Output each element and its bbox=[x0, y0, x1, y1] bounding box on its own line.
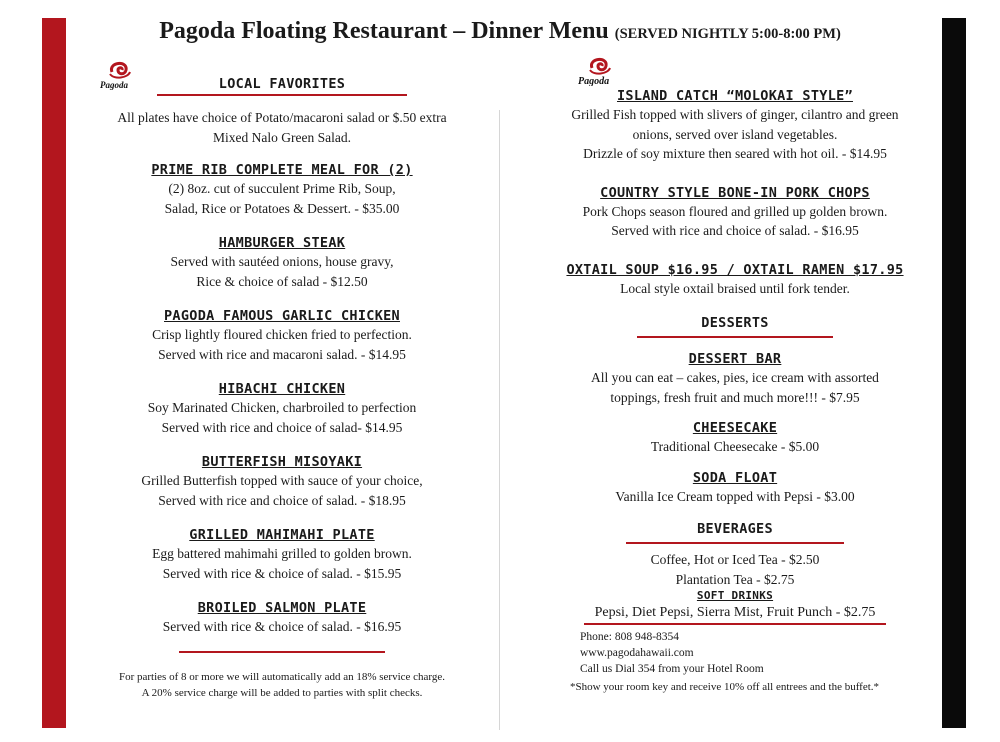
menu-item-name: GRILLED MAHIMAHI PLATE bbox=[189, 527, 375, 543]
menu-item-desc: Served with rice and choice of salad. - $18.95 bbox=[158, 492, 406, 508]
svg-text:Pagoda: Pagoda bbox=[100, 80, 128, 90]
contact-website: www.pagodahawaii.com bbox=[580, 646, 694, 659]
dessert-item-name: SODA FLOAT bbox=[692, 469, 778, 486]
footer-note: For parties of 8 or more we will automatically add an 18% service charge. bbox=[118, 670, 446, 683]
menu-item-name: PRIME RIB COMPLETE MEAL FOR (2) bbox=[151, 162, 413, 178]
contact-phone: Phone: 808 948-8354 bbox=[580, 630, 680, 643]
section-title-local-favorites: LOCAL FAVORITES bbox=[218, 76, 346, 92]
dessert-item-desc: toppings, fresh fruit and much more!!! - $7.95 bbox=[610, 389, 860, 405]
left-red-border bbox=[42, 18, 66, 728]
menu-item-name: BROILED SALMON PLATE bbox=[197, 600, 367, 616]
beverage-item: Coffee, Hot or Iced Tea - $2.50 bbox=[650, 552, 820, 567]
menu-item-desc: Served with rice and choice of salad. - $16.95 bbox=[611, 223, 859, 238]
beverage-item: Plantation Tea - $2.75 bbox=[675, 571, 795, 587]
room-key-footnote: *Show your room key and receive 10% off all entrees and the buffet.* bbox=[570, 680, 880, 693]
menu-item-desc: Salad, Rice or Potatoes & Dessert. - $35.00 bbox=[164, 200, 400, 216]
right-black-border bbox=[942, 18, 966, 728]
right-column bbox=[540, 60, 930, 695]
menu-item-desc: Rice & choice of salad - $12.50 bbox=[196, 273, 368, 289]
menu-item-name: HAMBURGER STEAK bbox=[218, 235, 346, 251]
menu-item-desc: (2) 8oz. cut of succulent Prime Rib, Soup, bbox=[168, 181, 396, 196]
menu-item-desc: onions, served over island vegetables. bbox=[632, 126, 838, 142]
contact-block bbox=[540, 629, 930, 677]
page-title bbox=[0, 18, 1000, 45]
intro-line: All plates have choice of Potato/macaroni salad or $.50 extra bbox=[117, 110, 447, 125]
menu-item-name: HIBACHI CHICKEN bbox=[218, 381, 346, 397]
soft-drinks-title: SOFT DRINKS bbox=[696, 589, 774, 602]
menu-item-desc: Local style oxtail braised until fork tender. bbox=[620, 280, 850, 296]
menu-item-name: ISLAND CATCH “MOLOKAI STYLE” bbox=[617, 88, 853, 104]
menu-item-desc: Grilled Fish topped with slivers of ginger, cilantro and green bbox=[571, 107, 899, 122]
section-title-beverages: BEVERAGES bbox=[697, 521, 773, 537]
section-title-desserts: DESSERTS bbox=[701, 315, 769, 331]
dessert-item-name: DESSERT BAR bbox=[688, 351, 782, 367]
dessert-item-desc: Vanilla Ice Cream topped with Pepsi - $3.00 bbox=[615, 488, 855, 504]
menu-item-desc: Soy Marinated Chicken, charbroiled to perfection bbox=[147, 400, 417, 415]
soft-drinks-list: Pepsi, Diet Pepsi, Sierra Mist, Fruit Punch - $2.75 bbox=[594, 605, 876, 620]
menu-item-desc: Drizzle of soy mixture then seared with hot oil. - $14.95 bbox=[583, 146, 887, 161]
menu-item-desc: Served with rice & choice of salad. - $16.95 bbox=[162, 619, 402, 634]
svg-text:Pagoda: Pagoda bbox=[578, 76, 610, 86]
menu-item-name: BUTTERFISH MISOYAKI bbox=[201, 454, 363, 470]
menu-item-desc: Crisp lightly floured chicken fried to perfection. bbox=[152, 327, 412, 342]
left-column bbox=[92, 60, 472, 701]
menu-item-name: COUNTRY STYLE BONE-IN PORK CHOPS bbox=[600, 184, 870, 201]
menu-item-desc: Pork Chops season floured and grilled up golden brown. bbox=[582, 203, 888, 219]
menu-item-desc: Egg battered mahimahi grilled to golden brown. bbox=[152, 546, 412, 561]
menu-item-name: PAGODA FAMOUS GARLIC CHICKEN bbox=[164, 308, 400, 324]
footer-note: A 20% service charge will be added to parties with split checks. bbox=[141, 686, 423, 699]
menu-item-desc: Grilled Butterfish topped with sauce of your choice, bbox=[141, 473, 423, 488]
dessert-item-name: CHEESECAKE bbox=[692, 420, 778, 436]
dessert-item-desc: Traditional Cheesecake - $5.00 bbox=[650, 439, 820, 454]
menu-item-desc: Served with sautéed onions, house gravy, bbox=[170, 254, 394, 269]
contact-room-dial: Call us Dial 354 from your Hotel Room bbox=[580, 662, 764, 675]
menu-item-desc: Served with rice and choice of salad- $14.95 bbox=[161, 419, 403, 435]
menu-title: Pagoda Floating Restaurant – Dinner Menu bbox=[159, 18, 609, 44]
menu-hours: (SERVED NIGHTLY 5:00-8:00 PM) bbox=[614, 26, 841, 42]
dessert-item-desc: All you can eat – cakes, pies, ice cream with assorted bbox=[591, 370, 879, 385]
column-divider bbox=[499, 110, 500, 730]
intro-line: Mixed Nalo Green Salad. bbox=[213, 129, 351, 145]
menu-item-desc: Served with rice & choice of salad. - $15.95 bbox=[162, 565, 402, 581]
menu-item-name: OXTAIL SOUP $16.95 / OXTAIL RAMEN $17.95 bbox=[566, 261, 904, 278]
menu-item-desc: Served with rice and macaroni salad. - $14.95 bbox=[158, 346, 406, 362]
